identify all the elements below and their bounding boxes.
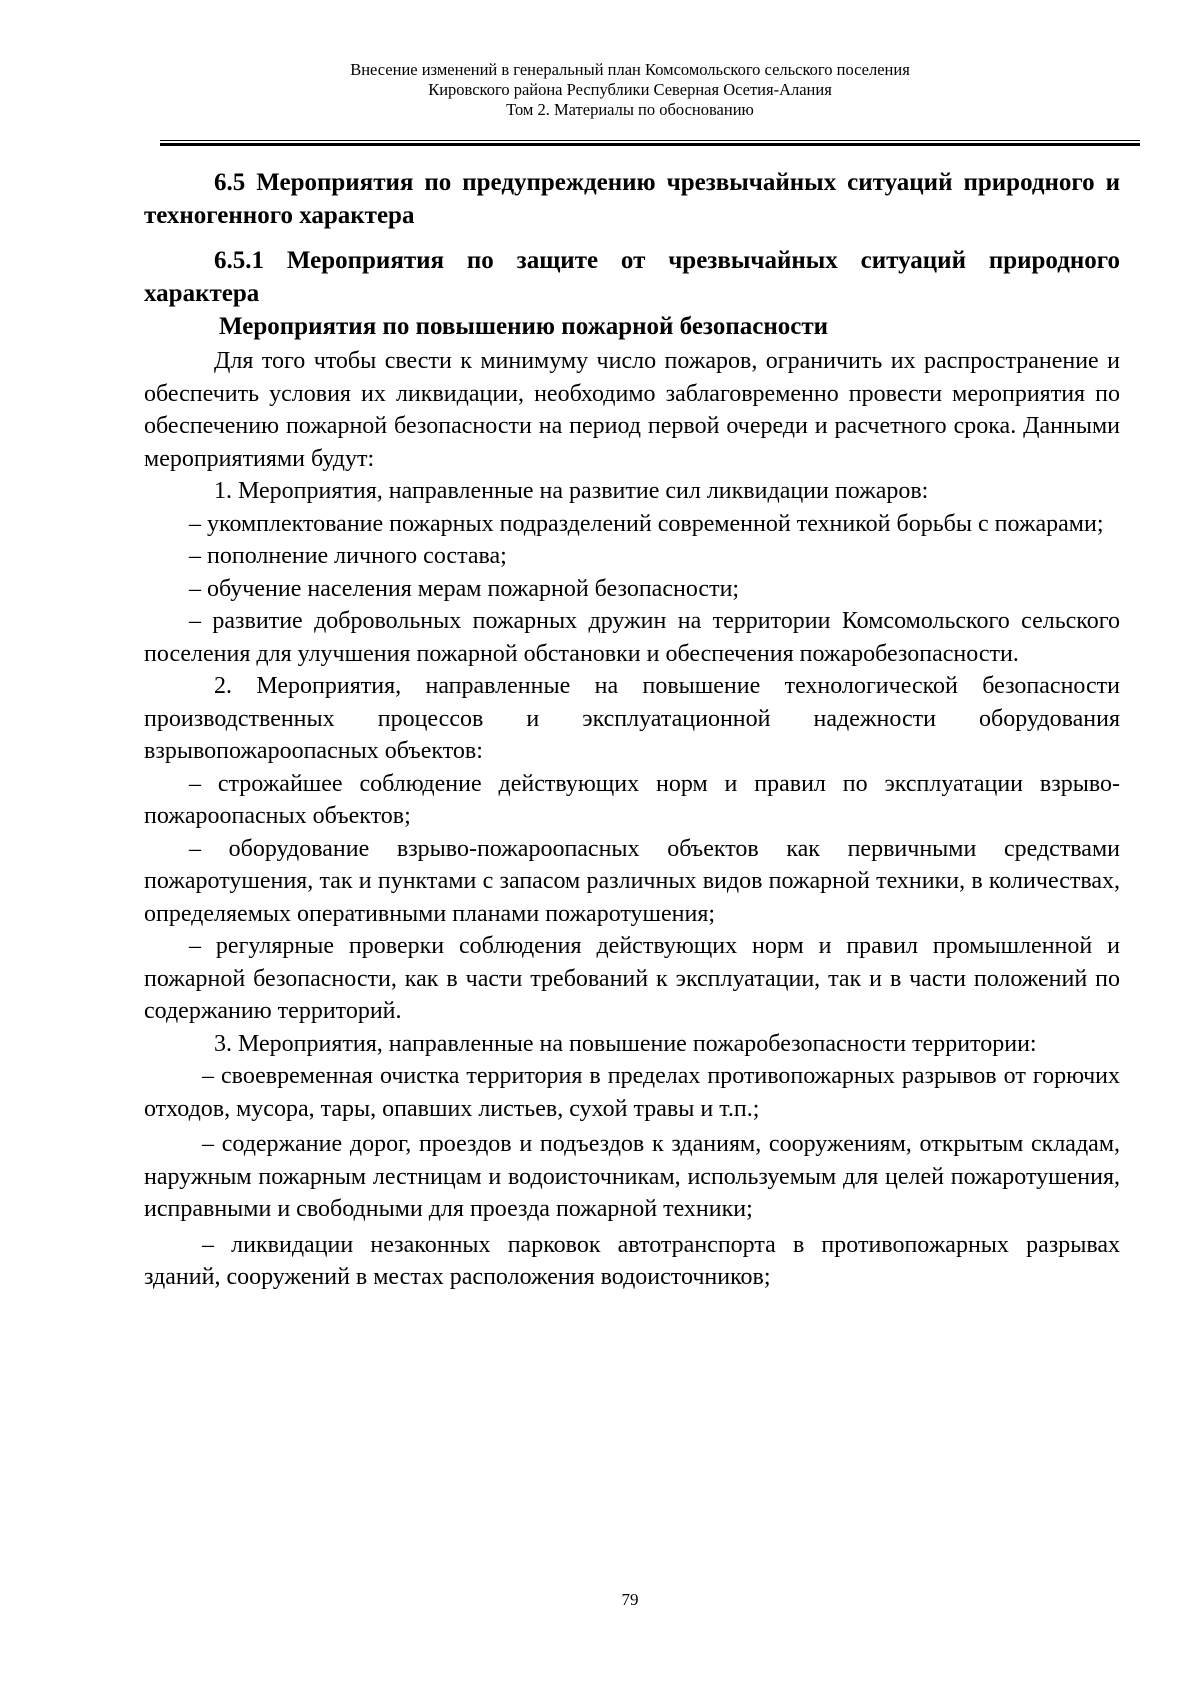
page-content xyxy=(144,166,1120,1294)
subsubsection-heading: Мероприятия по повышению пожарной безопасности xyxy=(219,313,829,340)
header-line-2: Кировского района Республики Северная Осетия-Алания xyxy=(428,80,832,99)
group2-item: – строжайшее соблюдение действующих норм и правил по эксплуатации взрыво-пожароопасных объектов; xyxy=(144,770,1120,829)
header-rule xyxy=(160,140,1140,146)
group2-title: 2. Мероприятия, направленные на повышение технологической безопасности производственных процессов и эксплуатационной надежности оборудования взрывопожароопасных объектов: xyxy=(144,673,1120,764)
subsection-heading: 6.5.1 Мероприятия по защите от чрезвычайных ситуаций природного характера xyxy=(144,247,1120,307)
header-line-1: Внесение изменений в генеральный план Комсомольского сельского поселения xyxy=(350,60,910,79)
page-number: 79 xyxy=(621,1590,639,1609)
group1-item: – развитие добровольных пожарных дружин на территории Комсомольского сельского поселения для улучшения пожарной обстановки и обеспечения пожаробезопасности. xyxy=(144,608,1120,667)
group3-item: – содержание дорог, проездов и подъездов к зданиям, сооружениям, открытым складам, наружным пожарным лестницам и водоисточникам, используемым для целей пожаротушения, исправными и свободными для проезда пожарной техники; xyxy=(144,1131,1120,1222)
group1-title: 1. Мероприятия, направленные на развитие сил ликвидации пожаров: xyxy=(214,478,929,504)
header-line-3: Том 2. Материалы по обоснованию xyxy=(506,100,754,119)
group3-item: – ликвидации незаконных парковок автотранспорта в противопожарных разрывах зданий, сооружений в местах расположения водоисточников; xyxy=(144,1231,1120,1290)
group2-item: – регулярные проверки соблюдения действующих норм и правил промышленной и пожарной безопасности, как в части требований к эксплуатации, так и в части положений по содержанию территорий. xyxy=(144,933,1120,1024)
header-rule-thin xyxy=(160,140,1140,141)
section-heading: 6.5 Мероприятия по предупреждению чрезвычайных ситуаций природного и техногенного характера xyxy=(144,169,1120,229)
group3-title: 3. Мероприятия, направленные на повышение пожаробезопасности территории: xyxy=(214,1030,1037,1057)
header-rule-thick xyxy=(160,143,1140,146)
group1-item: – укомплектование пожарных подразделений современной техникой борьбы с пожарами; xyxy=(189,510,1104,537)
group3-item: – своевременная очистка территория в пределах противопожарных разрывов от горючих отходов, мусора, тары, опавших листьев, сухой травы и т.п.; xyxy=(144,1063,1120,1122)
group2-item: – оборудование взрыво-пожароопасных объектов как первичными средствами пожаротушения, так и пунктами с запасом различных видов пожарной техники, в количествах, определяемых оперативными планами пожаротушения; xyxy=(144,835,1120,927)
page-header xyxy=(0,60,1200,120)
group1-item: – пополнение личного состава; xyxy=(189,543,507,569)
group1-item: – обучение населения мерам пожарной безопасности; xyxy=(189,575,740,602)
intro-paragraph: Для того чтобы свести к минимуму число пожаров, ограничить их распространение и обеспечить условия их ликвидации, необходимо заблаговременно провести мероприятия по обеспечению пожарной безопасности на период первой очереди и расчетного срока. Данными мероприятиями будут: xyxy=(144,348,1120,472)
